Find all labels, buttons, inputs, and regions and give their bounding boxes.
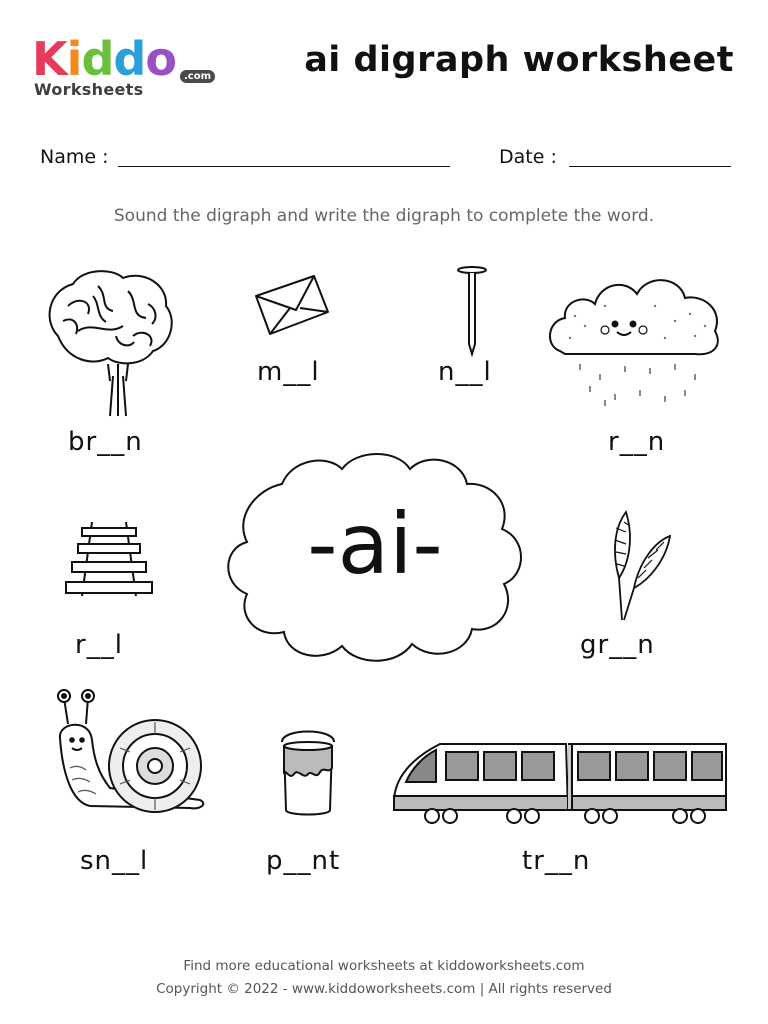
footer-line-2: Copyright © 2022 - www.kiddoworksheets.com | All rights reserved: [156, 981, 612, 997]
logo-letter: o: [145, 32, 176, 86]
logo-domain-badge: .com: [180, 70, 215, 83]
wheat-grain-icon: [604, 508, 678, 626]
logo-letter: i: [66, 32, 82, 86]
footer-line-1: Find more educational worksheets at kiddoworksheets.com: [183, 958, 585, 974]
word-rain-cloud: r__n: [608, 427, 666, 457]
logo-letter: d: [81, 32, 114, 86]
word-train: tr__n: [522, 846, 591, 876]
word-envelope: m__l: [257, 357, 320, 387]
word-nail: n__l: [438, 357, 492, 387]
rail-track-icon: [64, 520, 154, 600]
word-snail: sn__l: [80, 846, 149, 876]
logo-wordmark: [32, 32, 202, 86]
date-label: Date :: [499, 146, 557, 168]
brain-icon: [38, 266, 178, 421]
word-wheat-grain: gr__n: [580, 630, 655, 660]
logo-letter: K: [32, 32, 67, 86]
worksheet-title: ai digraph worksheet: [304, 40, 734, 80]
logo-letter: d: [113, 32, 146, 86]
word-rail-track: r__l: [75, 630, 123, 660]
brand-logo: [32, 32, 212, 102]
paint-bucket-icon: [276, 724, 340, 818]
logo-subtitle: Worksheets: [34, 80, 144, 99]
word-brain: br__n: [68, 427, 143, 457]
word-paint-bucket: p__nt: [266, 846, 341, 876]
envelope-icon: [252, 272, 332, 338]
nail-icon: [452, 264, 492, 356]
date-field[interactable]: [569, 166, 731, 167]
center-digraph: -ai-: [307, 495, 443, 593]
snail-icon: [50, 688, 210, 813]
train-icon: [392, 738, 732, 828]
instruction-text: Sound the digraph and write the digraph to complete the word.: [113, 206, 655, 226]
name-field[interactable]: [118, 166, 450, 167]
name-label: Name :: [40, 146, 109, 168]
rain-cloud-icon: [545, 266, 725, 416]
